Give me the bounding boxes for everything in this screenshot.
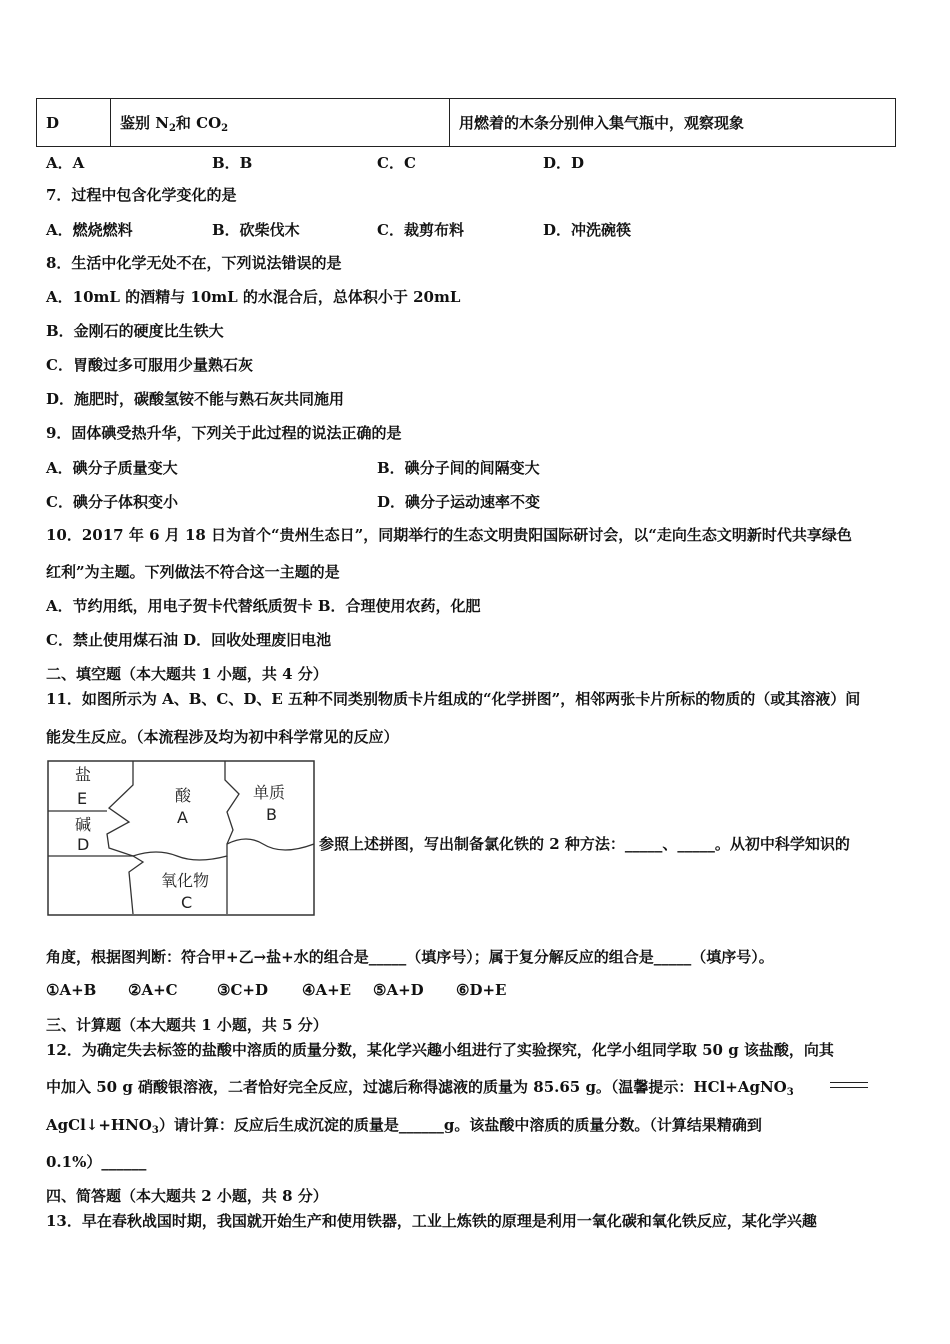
q7-option-a: A．燃烧燃料: [46, 221, 133, 239]
q9-option-a: A．碘分子质量变大: [46, 459, 178, 477]
q11-line1: 11．如图所示为 A、B、C、D、E 五种不同类别物质卡片组成的“化学拼图”，相邻两张卡片所标的物质的（或其溶液）间: [46, 690, 861, 708]
puzzle-divider-middle: [133, 839, 314, 860]
table-row: [37, 99, 896, 147]
q12-line1: 12．为确定失去标签的盐酸中溶质的质量分数，某化学兴趣小组进行了实验探究，化学小组同学取 50 g 该盐酸，向其: [46, 1041, 834, 1059]
q8-option-c: C．胃酸过多可服用少量熟石灰: [46, 356, 253, 374]
q8-option-a: A．10mL 的酒精与 10mL 的水混合后，总体积小于 20mL: [46, 288, 461, 306]
q11-line2: 能发生反应。（本流程涉及均为初中科学常见的反应）: [46, 728, 399, 746]
row-method: 用燃着的木条分别伸入集气瓶中，观察现象: [450, 99, 896, 147]
section3-heading: 三、计算题（本大题共 1 小题，共 5 分）: [46, 1016, 328, 1034]
section4-heading: 四、简答题（本大题共 2 小题，共 8 分）: [46, 1187, 328, 1205]
q13-line1: 13．早在春秋战国时期，我国就开始生产和使用铁器，工业上炼铁的原理是利用一氧化碳和氧化铁反应，某化学兴趣: [46, 1212, 817, 1230]
puzzle-salt-label: 盐: [75, 765, 92, 784]
q11-combo-4: ④A+E: [302, 981, 352, 999]
q11-combo-3: ③C+D: [217, 981, 268, 999]
puzzle-e-label: E: [77, 789, 88, 808]
q11-line3: 角度，根据图判断：符合甲+乙→盐+水的组合是_____（填序号）；属于复分解反应的组合是_____（填序号）。: [46, 948, 774, 966]
q8-option-b: B．金刚石的硬度比生铁大: [46, 322, 224, 340]
puzzle-c-label: C: [181, 893, 193, 912]
q6-option-a: A．A: [46, 154, 85, 172]
q12-line3: $AgCl↓+HNO_3$）请计算：反应后生成沉淀的质量是______g。该盐酸中溶质的质量分数。（计算结果精确到: [46, 1116, 762, 1136]
q10-stem-line1: 10．2017 年 6 月 18 日为首个“贵州生态日”，同期举行的生态文明贵阳国际研讨会，以“走向生态文明新时代共享绿色: [46, 526, 852, 544]
q11-combo-5: ⑤A+D: [373, 981, 424, 999]
q6-option-c: C．C: [377, 154, 416, 172]
puzzle-divider-right: [225, 761, 239, 844]
q12-line4: 0.1%）______: [46, 1153, 147, 1171]
q7-option-d: D．冲洗碗筷: [543, 221, 632, 239]
puzzle-base-label: 碱: [75, 815, 92, 834]
q6-option-d: D．D: [543, 154, 585, 172]
q9-option-b: B．碘分子间的间隔变大: [377, 459, 540, 477]
puzzle-element-label: 单质: [253, 783, 286, 802]
q10-options-line1: A．节约用纸，用电子贺卡代替纸质贺卡 B．合理使用农药，化肥: [46, 597, 481, 615]
chemistry-puzzle-figure: [47, 760, 315, 916]
q7-stem: 7．过程中包含化学变化的是: [46, 186, 237, 204]
section2-heading: 二、填空题（本大题共 1 小题，共 4 分）: [46, 665, 328, 683]
q9-stem: 9．固体碘受热升华，下列关于此过程的说法正确的是: [46, 424, 402, 442]
q10-options-line2: C．禁止使用煤石油 D．回收处理废旧电池: [46, 631, 332, 649]
q9-option-c: C．碘分子体积变小: [46, 493, 178, 511]
q8-stem: 8．生活中化学无处不在，下列说法错误的是: [46, 254, 342, 272]
q7-option-c: C．裁剪布料: [377, 221, 464, 239]
puzzle-oxide-label: 氧化物: [161, 871, 210, 890]
puzzle-d-label: D: [77, 835, 90, 854]
q8-option-d: D．施肥时，碳酸氢铵不能与熟石灰共同施用: [46, 390, 345, 408]
q11-side-text: 参照上述拼图，写出制备氯化铁的 2 种方法：_____、_____。从初中科学知识的: [319, 835, 850, 853]
puzzle-divider-left: [107, 761, 143, 914]
answer-table: [36, 98, 896, 147]
q6-option-b: B．B: [212, 154, 253, 172]
q10-stem-line2: 红利”为主题。下列做法不符合这一主题的是: [46, 563, 340, 581]
row-item: 鉴别 $N_2$和 $CO_2$: [111, 99, 450, 147]
q11-combo-1: ①A+B: [46, 981, 97, 999]
puzzle-a-label: A: [177, 808, 188, 827]
puzzle-b-label: B: [266, 805, 277, 824]
row-label: D: [37, 99, 111, 147]
q11-combo-6: ⑥D+E: [456, 981, 507, 999]
q9-option-d: D．碘分子运动速率不变: [377, 493, 541, 511]
puzzle-acid-label: 酸: [175, 786, 192, 805]
q12-line2: 中加入 50 g 硝酸银溶液，二者恰好完全反应，过滤后称得滤液的质量为 85.65 g。（温馨提示：HCl+AgNO$_3$: [46, 1078, 794, 1098]
equals-double-line: [830, 1082, 868, 1088]
puzzle-svg: [47, 760, 315, 916]
q7-option-b: B．砍柴伐木: [212, 221, 300, 239]
q11-combo-2: ②A+C: [128, 981, 178, 999]
